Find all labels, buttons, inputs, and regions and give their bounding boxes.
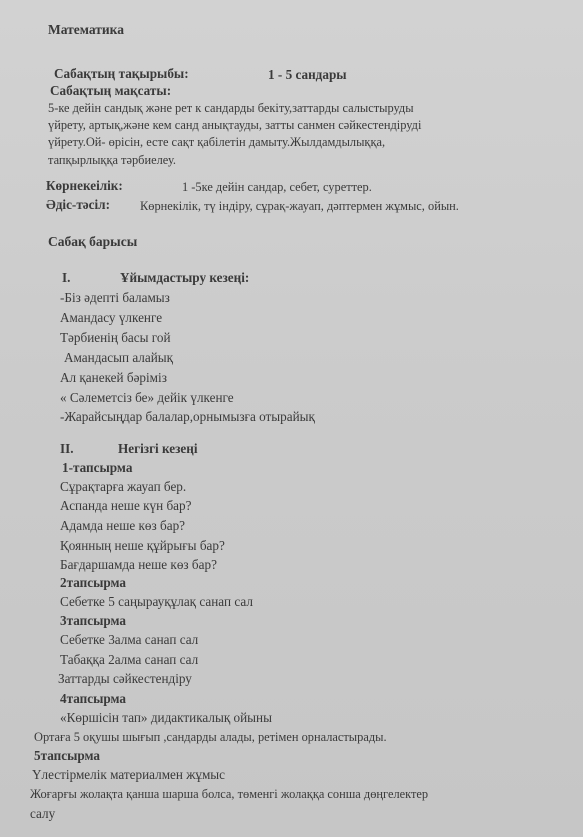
topic-label: Сабақтың тақырыбы:	[54, 66, 189, 81]
task3-line: Заттарды сәйкестендіру	[58, 671, 192, 686]
task4-line: «Көршісін тап» дидактикалық ойыны	[60, 710, 272, 725]
stage1-number: I.	[62, 270, 71, 285]
stage1-line: Амандасып алайық	[64, 350, 174, 365]
stage1-line: -Жарайсыңдар балалар,орнымызға отырайық	[60, 409, 315, 424]
goal-line: үйрету.Ой- өрісін, есте сақт қабілетін дамыту.Жылдамдылыққа,	[48, 135, 386, 149]
goal-line: үйрету, артық,және кем санд анықтауды, затты санмен сәйкестендіруді	[48, 118, 422, 132]
task1-title: 1-тапсырма	[62, 460, 133, 475]
method-label: Әдіс-тәсіл:	[46, 197, 110, 212]
goal-line: тапқырлыққа тәрбиелеу.	[48, 153, 177, 167]
stage1-line: « Сәлеметсіз бе» дейік үлкенге	[60, 390, 234, 405]
task3-line: Табаққа 2алма санап сал	[60, 652, 199, 667]
subject-heading: Математика	[48, 22, 125, 37]
task1-line: Бағдаршамда неше көз бар?	[60, 557, 217, 572]
task5-line: Үлестірмелік материалмен жұмыс	[32, 767, 226, 782]
stage2-number: II.	[60, 441, 74, 456]
task2-title: 2тапсырма	[60, 575, 127, 590]
stage2-title: Негізгі кезеңі	[118, 441, 198, 456]
topic-value: 1 - 5 сандары	[268, 67, 347, 82]
task4-title: 4тапсырма	[60, 691, 127, 706]
stage1-title: Ұйымдастыру кезеңі:	[120, 270, 250, 285]
goal-label: Сабақтың мақсаты:	[50, 83, 172, 98]
task5-line: Жоғарғы жолақта қанша шарша болса, төменгі жолаққа сонша дөңгелектер	[30, 787, 429, 801]
task4-line: Ортаға 5 оқушы шығып ,сандарды алады, ретімен орналастырады.	[34, 730, 387, 744]
task3-line: Себетке 3алма санап сал	[60, 632, 199, 647]
task1-line: Сұрақтарға жауап бер.	[60, 479, 187, 494]
stage1-line: -Біз әдепті баламыз	[60, 290, 170, 305]
task3-title: 3тапсырма	[60, 613, 127, 628]
method-value: Көрнекілік, тү індіру, сұрақ-жауап, дәптермен жұмыс, ойын.	[140, 199, 459, 213]
task5-title: 5тапсырма	[34, 748, 101, 763]
visual-value: 1 -5ке дейін сандар, себет, суреттер.	[182, 180, 372, 194]
task2-line: Себетке 5 саңырауқұлақ санап сал	[60, 594, 253, 609]
task1-line: Аспанда неше күн бар?	[60, 498, 192, 513]
task5-line: салу	[30, 806, 56, 821]
task1-line: Қоянның неше құйрығы бар?	[60, 538, 225, 553]
goal-line: 5-ке дейін сандық және рет к сандарды бекіту,заттарды салыстыруды	[48, 101, 414, 115]
stage1-line: Ал қанекей бәріміз	[60, 370, 167, 385]
progress-title: Сабақ барысы	[48, 234, 138, 249]
task1-line: Адамда неше көз бар?	[60, 518, 186, 533]
stage1-line: Тәрбиенің басы гой	[60, 330, 171, 345]
visual-label: Көрнекеілік:	[46, 178, 123, 193]
stage1-line: Амандасу үлкенге	[60, 310, 163, 325]
